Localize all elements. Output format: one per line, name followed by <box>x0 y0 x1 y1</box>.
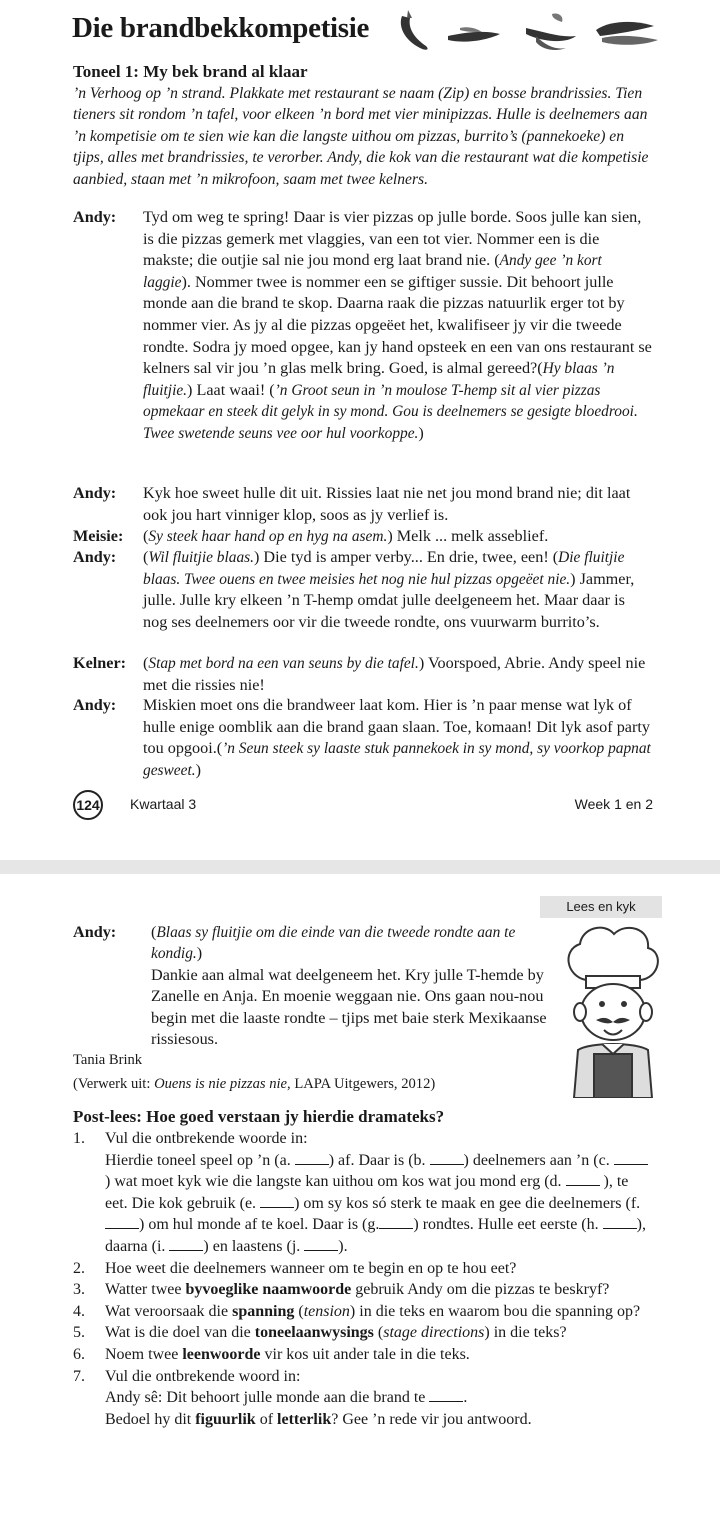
speaker: Andy: <box>73 923 117 941</box>
dialogue-line-4: Andy: (Wil fluitjie blaas.) Die tyd is amper verby... En drie, twee, een! (Die fluitjie blaas. Twee ouens en twee meisies het nog nie hul pizzas opgeëet nie.) Jammer, julle. Julle kry elkeen ’n T-hemp omdat julle deelgeneem het. Maar daar is nog ses deelnemers oor vir die tweede rondte, ons vuurwarm burrito’s. <box>73 548 635 631</box>
quarter-label: Kwartaal 3 <box>130 796 197 812</box>
speaker: Andy: <box>73 208 117 226</box>
dialogue-line-6: Andy: Miskien moet ons die brandweer laat kom. Hier is ’n paar mense wat lyk of hulle enige oomblik aan die brand gaan slaan. Toe, komaan! Dit lyk asof party tou opgooi.(’n Seun steek sy laaste stuk pannekoek in sy mond, sy voorkop papnat gesweet.) <box>73 696 651 779</box>
page-divider <box>0 860 720 874</box>
question-4: 4. Wat veroorsaak die spanning (tension) in die teks en waarom bou die spanning op? <box>73 1302 641 1320</box>
question-6: 6. Noem twee leenwoorde vir kos uit ander tale in die teks. <box>73 1345 470 1363</box>
answer-blank[interactable] <box>379 1214 413 1229</box>
answer-blank[interactable] <box>566 1171 600 1186</box>
week-label: Week 1 en 2 <box>574 796 653 812</box>
page-title: Die brandbekkompetisie <box>72 12 370 44</box>
stage-direction: ’n Seun steek sy laaste stuk pannekoek in sy mond, sy voorkop papnat gesweet. <box>143 740 651 779</box>
question-3: 3. Watter twee byvoeglike naamwoorde gebruik Andy om die pizzas te beskryf? <box>73 1281 610 1299</box>
speech: Dankie aan almal wat deelgeneem het. Kry julle T-hemde by Zanelle en Anja. En moenie weggaan nie. Ons gaan nou-nou begin met die laaste rondte – tjips met baie sterk Mexikaanse rissiesous. <box>151 965 547 1049</box>
answer-blank[interactable] <box>304 1236 338 1251</box>
author: Tania Brink <box>73 1052 143 1068</box>
speaker: Andy: <box>73 696 117 714</box>
chili-peppers-icon <box>396 6 666 54</box>
stage-direction: Die fluitjie blaas. Twee ouens en twee meisies het nog nie hul pizzas opgeëet nie. <box>143 549 625 588</box>
page-125 <box>0 874 720 1522</box>
speaker: Andy: <box>73 484 117 502</box>
dialogue-line-3: Meisie: (Sy steek haar hand op en hyg na asem.) Melk ... melk asseblief. <box>73 526 653 548</box>
question-5: 5. Wat is die doel van die toneelaanwysings (stage directions) in die teks? <box>73 1324 567 1342</box>
stage-direction: Stap met bord na een van seuns by die tafel. <box>148 655 419 672</box>
dialogue-line-1: Andy: Tyd om weg te spring! Daar is vier pizzas op julle borde. Soos julle kan sien, is die pizzas gemerk met vlaggies, van een tot vier. Nommer een is die makste; die outjie sal nie jou mond erg laat brand nie. (Andy gee ’n kort laggie). Nommer twee is nommer een se giftiger sussie. Dit behoort julle monde aan die brand te skop. Daarna raak die pizzas natuurlik erger tot by nommer vier. As jy al die pizzas opgeëet het, kwalifiseer jy vir die tweede rondte. Sodra jy moed opgee, kan jy hand opsteek en een van ons restaurant se kelners sal vir jou ’n glas melk bring. Goed, is almal gereed?(Hy blaas ’n fluitjie.) Laat waai! (’n Groot seun in ’n moulose T-hemp sit al vier pizzas opmekaar en steek dit gelyk in sy mond. Gou is deelnemers se gesigte bloedrooi. Twee swetende seuns vee oor hul voorkoppe.) <box>73 208 652 442</box>
question-2: 2. Hoe weet die deelnemers wanneer om te begin en op te hou eet? <box>73 1259 517 1277</box>
stage-direction: Blaas sy fluitjie om die einde van die tweede rondte aan te kondig. <box>151 924 516 963</box>
answer-blank[interactable] <box>603 1214 637 1229</box>
speaker: Andy: <box>73 548 117 566</box>
chef-illustration <box>556 920 668 1098</box>
page-number: 124 <box>73 790 103 820</box>
stage-direction: Hy blaas ’n fluitjie. <box>143 360 615 399</box>
stage-direction: ’n Groot seun in ’n moulose T-hemp sit al vier pizzas opmekaar en steek dit gelyk in sy mond. Gou is deelnemers se gesigte bloedrooi. Twee swetende seuns vee oor hul voorkoppe. <box>143 381 638 442</box>
answer-blank[interactable] <box>614 1150 648 1165</box>
question-1: 1. Vul die ontbrekende woorde in: Hierdie toneel speel op ’n (a. ) af. Daar is (b. ) deelnemers aan ’n (c. ) wat moet kyk wie die langste kan uithou om kos wat jou mond erg (d. ), te eet. Die kok gebruik (e. ) om sy kos só sterk te maak en gee die deelnemers (f. ) om hul monde af te koel. Daar is (g. ) rondtes. Hulle eet eerste (h. ), daarna (i. ) en laastens (j. ). <box>73 1130 646 1255</box>
stage-direction: Andy gee ’n kort laggie <box>143 252 602 291</box>
stage-intro: ’n Verhoog op ’n strand. Plakkate met restaurant se naam (Zip) en bosse brandrissies. Tien tieners sit rondom ’n tafel, voor elkeen ’n bord met vier minipizzas. Hulle is deelnemers aan ’n kompetisie om te sien wie kan die langste uithou om pizzas, burrito’s (pannekoeke) en tjips, alles met brandrissies, te verorber. Andy, die kok van die restaurant wat die kompetisie aanbied, staan met ’n mikrofoon, saam met twee kelners. <box>73 85 649 188</box>
section-badge: Lees en kyk <box>540 896 662 918</box>
scene-title: Toneel 1: My bek brand al klaar <box>73 62 308 81</box>
dialogue-line-5: Kelner: (Stap met bord na een van seuns by die tafel.) Voorspoed, Abrie. Andy speel nie met die rissies nie! <box>73 654 646 694</box>
post-reading-title: Post-lees: Hoe goed verstaan jy hierdie dramateks? <box>73 1107 445 1126</box>
answer-blank[interactable] <box>169 1236 203 1251</box>
dialogue-line-7: Andy: (Blaas sy fluitjie om die einde van die tweede rondte aan te kondig.) Dankie aan almal wat deelgeneem het. Kry julle T-hemde by Zanelle en Anja. En moenie weggaan nie. Ons gaan nou-nou begin met die laaste rondte – tjips met baie sterk Mexikaanse rissiesous. <box>73 923 547 1049</box>
answer-blank[interactable] <box>430 1150 464 1165</box>
answer-blank[interactable] <box>105 1214 139 1229</box>
answer-blank[interactable] <box>295 1150 329 1165</box>
answer-blank[interactable] <box>429 1387 463 1402</box>
speaker: Meisie: <box>73 527 124 545</box>
stage-direction: Sy steek haar hand op en hyg na asem. <box>148 528 388 545</box>
speaker: Kelner: <box>73 654 127 672</box>
question-list <box>73 1128 653 1430</box>
question-7: 7. Vul die ontbrekende woord in: Andy sê: Dit behoort julle monde aan die brand te . Bedoel hy dit figuurlik of letterlik? Gee ’n rede vir jou antwoord. <box>73 1367 532 1428</box>
stage-direction: Wil fluitjie blaas. <box>148 549 254 566</box>
dialogue-line-2: Andy: Kyk hoe sweet hulle dit uit. Rissies laat nie net jou mond brand nie; dit laat ook jou hart vinniger klop, soos as jy verlief is. <box>73 484 631 524</box>
source-citation: (Verwerk uit: Ouens is nie pizzas nie, LAPA Uitgewers, 2012) <box>73 1076 436 1092</box>
page-footer <box>73 790 653 820</box>
answer-blank[interactable] <box>260 1193 294 1208</box>
